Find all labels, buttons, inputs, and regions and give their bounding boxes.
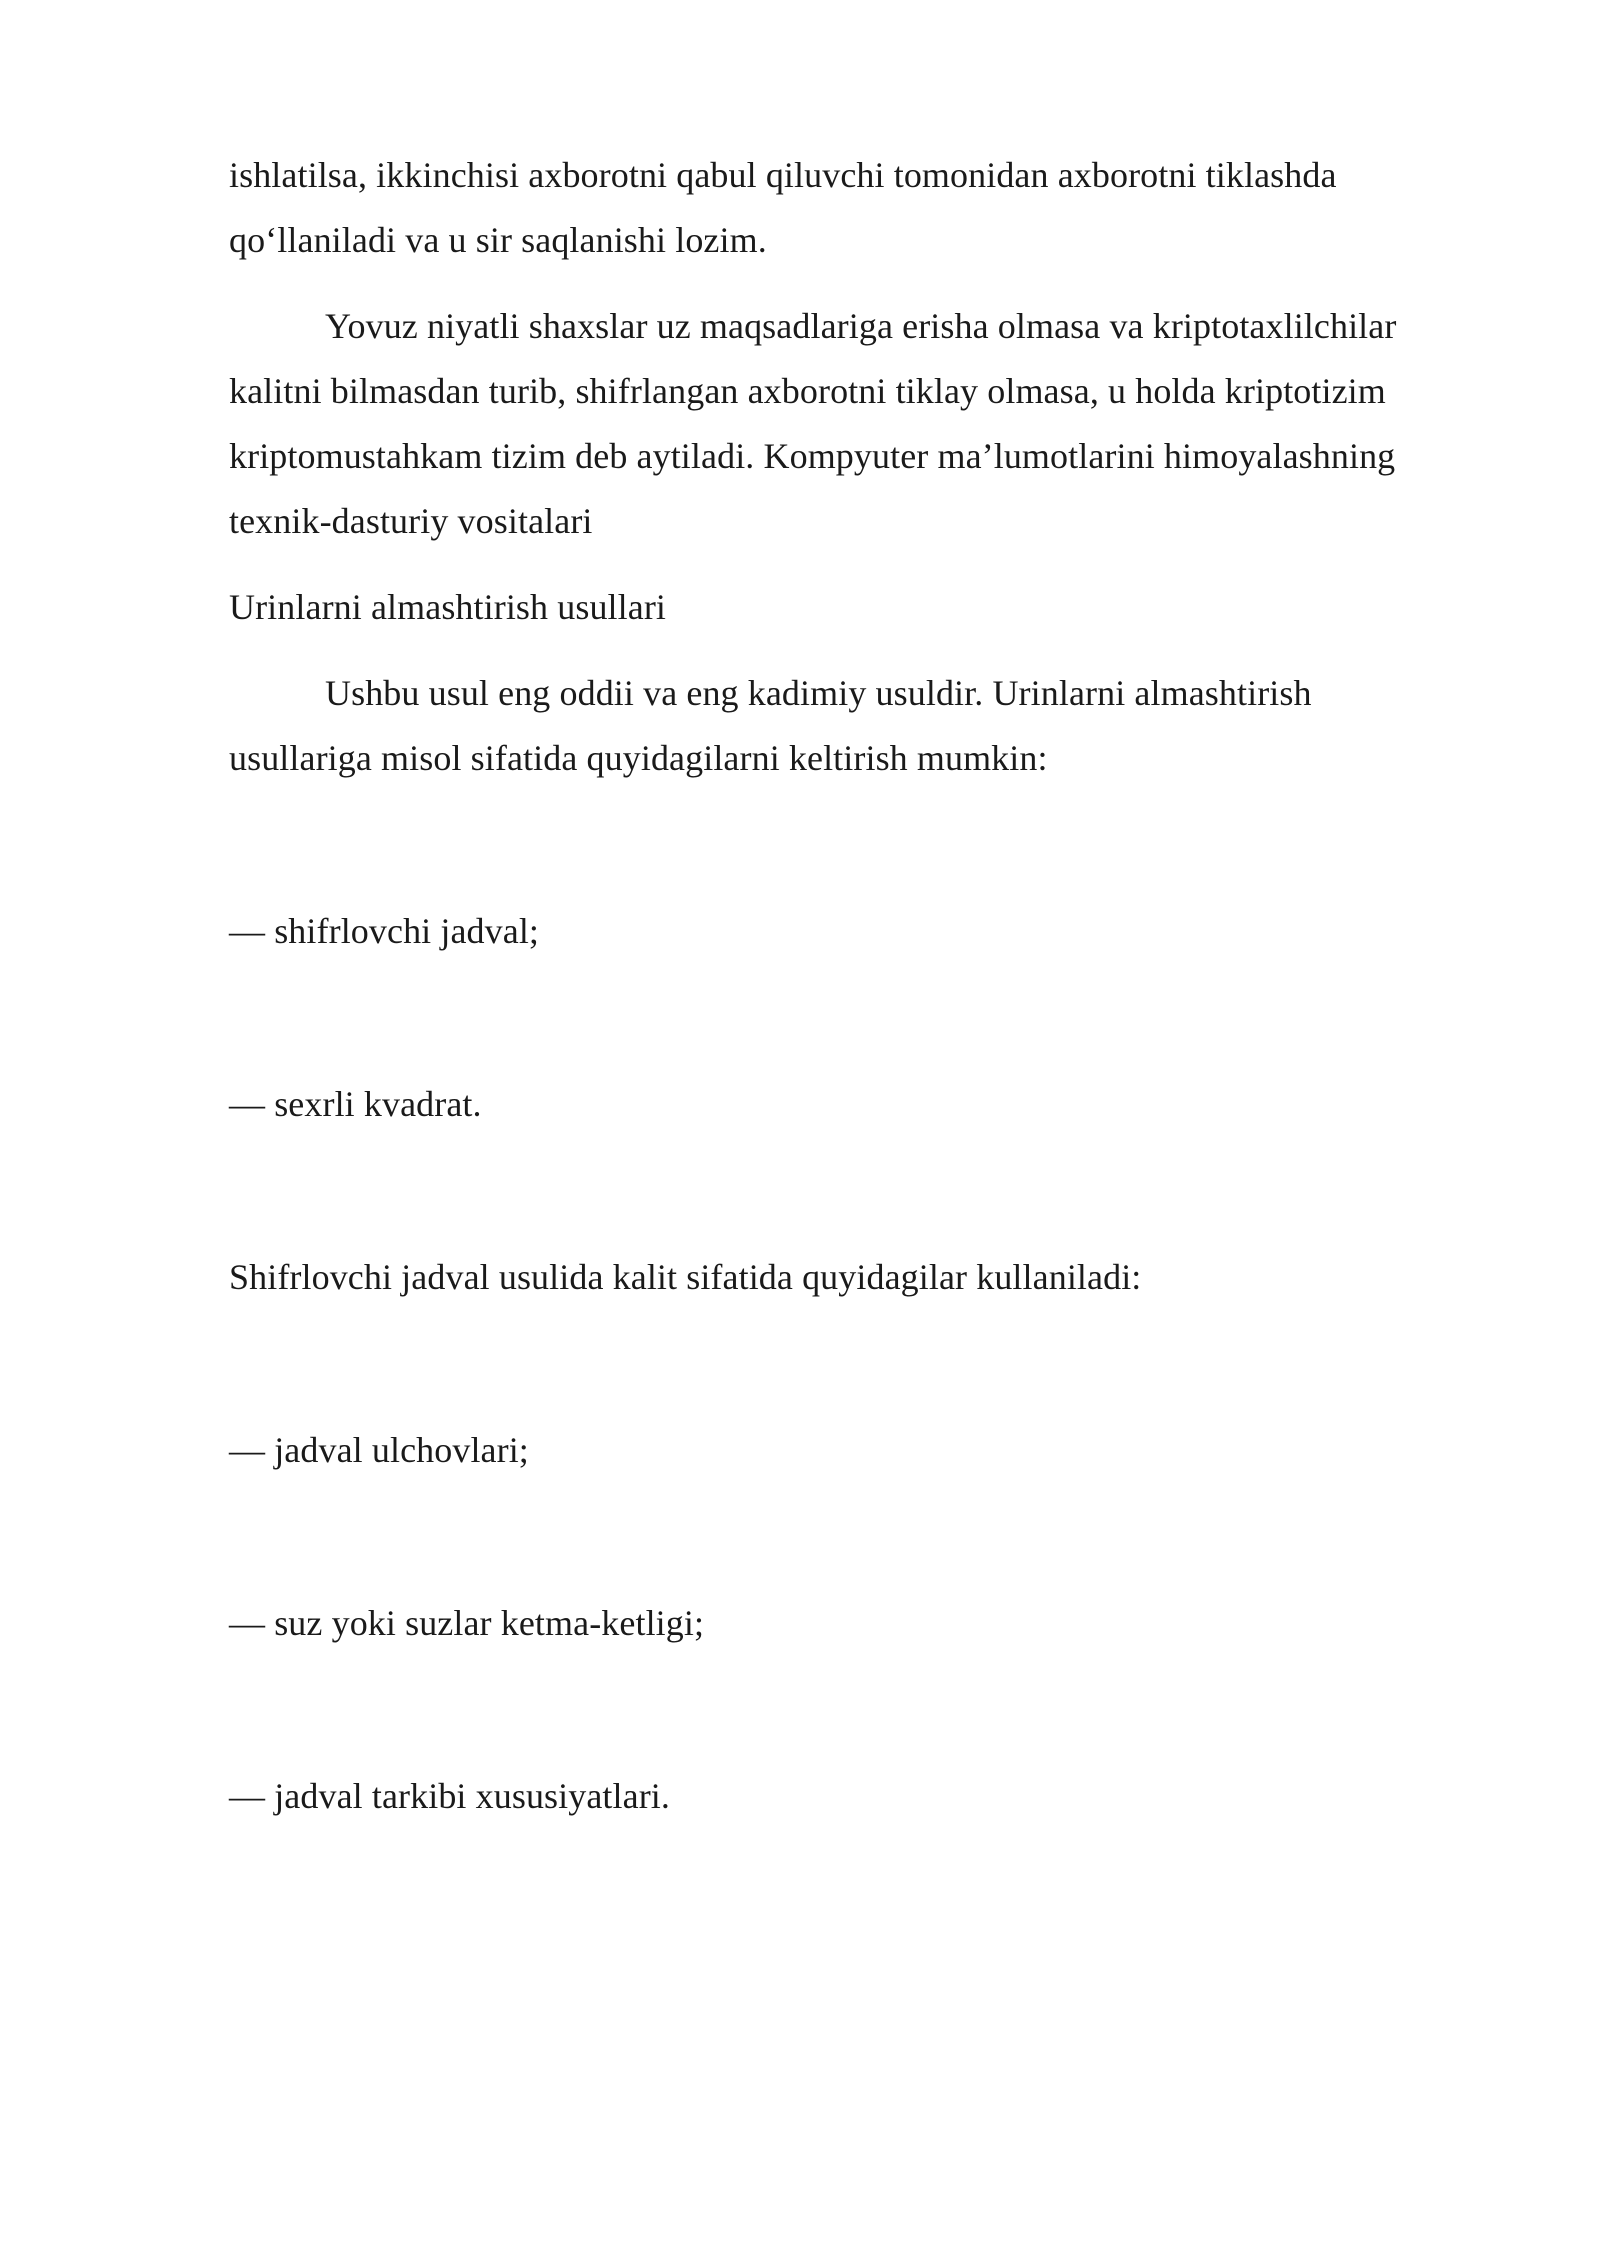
paragraph-line: Yovuz niyatli shaxslar uz maqsadlariga erisha olmasa va kriptotaxlilchilar (325, 306, 1397, 346)
paragraph-line: Shifrlovchi jadval usulida kalit sifatida quyidagilar kullaniladi: (229, 1257, 1142, 1297)
list-item: — sexrli kvadrat. (229, 1084, 482, 1124)
list-item: — jadval tarkibi xususiyatlari. (229, 1776, 671, 1816)
section-heading: Urinlarni almashtirish usullari (229, 587, 667, 627)
paragraph-line: Ushbu usul eng oddii va eng kadimiy usuldir. Urinlarni almashtirish (325, 673, 1312, 713)
list-item: — shifrlovchi jadval; (229, 911, 540, 951)
list-item: — suz yoki suzlar ketma-ketligi; (229, 1603, 705, 1643)
paragraph-line: usullariga misol sifatida quyidagilarni keltirish mumkin: (229, 738, 1048, 778)
paragraph-line: texnik-dasturiy vositalari (229, 501, 593, 541)
paragraph-line: qo‘llaniladi va u sir saqlanishi lozim. (229, 220, 767, 260)
list-item: — jadval ulchovlari; (229, 1430, 529, 1470)
paragraph-line: ishlatilsa, ikkinchisi axborotni qabul qiluvchi tomonidan axborotni tiklashda (229, 155, 1337, 195)
paragraph-line: kalitni bilmasdan turib, shifrlangan axborotni tiklay olmasa, u holda kriptotizim (229, 371, 1386, 411)
paragraph-line: kriptomustahkam tizim deb aytiladi. Kompyuter ma’lumotlarini himoyalashning (229, 436, 1396, 476)
